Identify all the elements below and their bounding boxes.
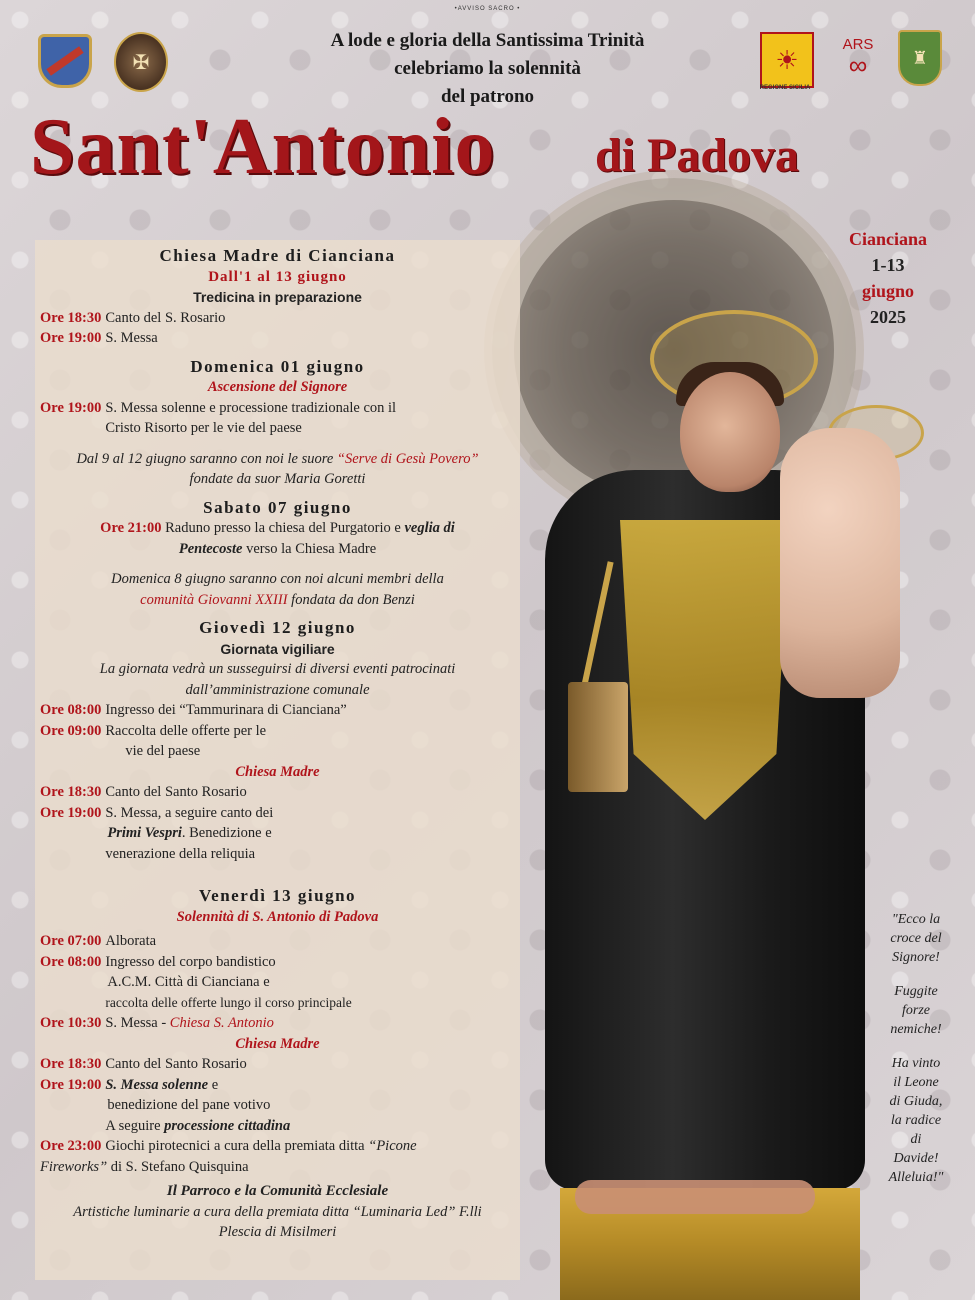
avviso-sacro: •AVVISO SACRO • [454,6,521,12]
section-domenica-title: Domenica 01 giugno [190,356,365,376]
event-row [35,308,520,329]
regione-sicilia-logo-icon: ☀ [760,32,814,88]
event-desc: Canto del Santo Rosario [105,784,247,800]
event-row [35,782,520,803]
event-time: Ore 18:30 [40,309,102,326]
section-sabato-title: Sabato 07 giugno [203,497,352,517]
event-row [35,328,520,349]
saint-medal-icon: ✠ [114,32,168,92]
event-time: Ore 09:00 [40,722,102,739]
footer-luminarie: Artistiche luminarie a cura della premiata ditta “Luminaria Led” F.lli Plescia di Misilmeri [73,1203,482,1240]
statue-feet [575,1180,815,1214]
event-time: Ore 19:00 [40,399,102,416]
event-desc: S. Messa solenne e benedizione del pane votivo A seguire processione cittadina [105,1076,291,1134]
event-time: Ore 19:00 [40,804,102,821]
event-time: Ore 18:30 [40,1056,102,1072]
event-row [35,700,520,721]
title-sant-antonio: Sant'Antonio [30,103,496,191]
event-row [35,398,520,439]
saint-quote: "Ecco la croce del Signore! Fuggite forze nemiche! Ha vinto il Leone di Giuda, la radice di Davide! Alleluia!" [888,912,944,1185]
event-desc: Ingresso dei “Tammurinara di Cianciana” [105,702,347,718]
event-time: Ore 18:30 [40,784,102,800]
section-venerdi-title: Venerdì 13 giugno [198,886,357,905]
event-desc: Canto del Santo Rosario [105,1056,247,1072]
section-4-intro: La giornata vedrà un susseguirsi di diversi eventi patrocinati dall’amministrazione comunale [99,661,456,698]
event-row [35,931,520,952]
event-row [35,1075,520,1137]
section-3-event: Ore 21:00 Raduno presso la chiesa del Purgatorio e veglia di Pentecoste verso la Chiesa Madre [100,520,455,557]
event-desc: Alborata [105,933,157,949]
cianciana-crest-icon [38,34,92,88]
section-3-note: Domenica 8 giugno saranno con noi alcuni membri della comunità Giovanni XXIII fondata da don Benzi [111,571,444,608]
section-5-subtitle: Solennità di S. Antonio di Padova [176,908,379,925]
fireworks-line-2: Fireworks” di S. Stefano Quisquina [40,1158,249,1175]
event-time: Ore 19:00 [40,330,102,346]
side-date-days: 1-13 [871,255,905,275]
ars-text: ARS [842,35,874,53]
side-date-month: giugno [861,281,915,301]
event-row [35,1136,520,1157]
event-time: Ore 08:00 [40,702,102,718]
side-date [838,226,938,330]
side-date-year: 2025 [870,307,906,327]
section-giovedi-title: Giovedì 12 giugno [199,618,356,637]
section-1-dates: Dall'1 al 13 giugno [208,268,347,285]
section-chiesa-madre-title: Chiesa Madre di Cianciana [159,246,396,265]
event-time: Ore 08:00 [40,953,102,970]
event-row [35,1054,520,1075]
event-row [35,803,520,865]
child-jesus-figure [780,428,900,698]
ars-logo-icon: ARS ∞ [842,35,874,80]
event-desc: S. Messa solenne e processione tradizionale con il Cristo Risorto per le vie del paese [105,399,397,436]
event-desc: S. Messa, a seguire canto dei Primi Vespri. Benedizione e venerazione della reliquia [105,804,274,862]
event-time: Ore 19:00 [40,1076,102,1093]
book [568,682,628,792]
schedule [35,246,520,1243]
section-1-subtitle: Tredicina in preparazione [193,289,362,305]
event-desc: Canto del S. Rosario [105,309,226,326]
section-4-place: Chiesa Madre [235,763,320,780]
side-date-place: Cianciana [848,229,927,249]
event-desc: Ingresso del corpo bandistico A.C.M. Città di Cianciana e raccolta delle offerte lungo il corso principale [105,953,352,1010]
municipal-crest-icon: ♜ [898,30,942,86]
header-line-2: celebriamo la solennità [394,58,581,79]
signature: Il Parroco e la Comunità Ecclesiale [166,1183,389,1199]
event-time: Ore 07:00 [40,933,102,949]
saint-statue-head [680,372,780,492]
event-time: Ore 23:00 [40,1138,102,1154]
event-desc: S. Messa [105,330,158,346]
event-time: Ore 10:30 [40,1015,102,1031]
event-row [35,952,520,1014]
section-2-subtitle: Ascensione del Signore [207,379,348,395]
section-5-place: Chiesa Madre [235,1035,320,1052]
event-desc: S. Messa - Chiesa S. Antonio [105,1015,274,1031]
event-desc: Raccolta delle offerte per le vie del paese [105,722,267,759]
regione-sicilia-caption: REGIONE SICILIA [759,85,811,91]
header-line-3: del patrono [440,86,535,107]
section-4-subtitle: Giornata vigiliare [220,640,335,657]
event-row [35,1013,520,1034]
event-desc: Giochi pirotecnici a cura della premiata ditta “Picone [105,1138,417,1154]
title-di-padova: di Padova [595,129,800,182]
section-2-note: Dal 9 al 12 giugno saranno con noi le suore “Serve di Gesù Povero” fondate da suor Maria Goretti [76,450,479,487]
header-line-1: A lode e gloria della Santissima Trinità [330,30,645,51]
event-row [35,721,520,762]
